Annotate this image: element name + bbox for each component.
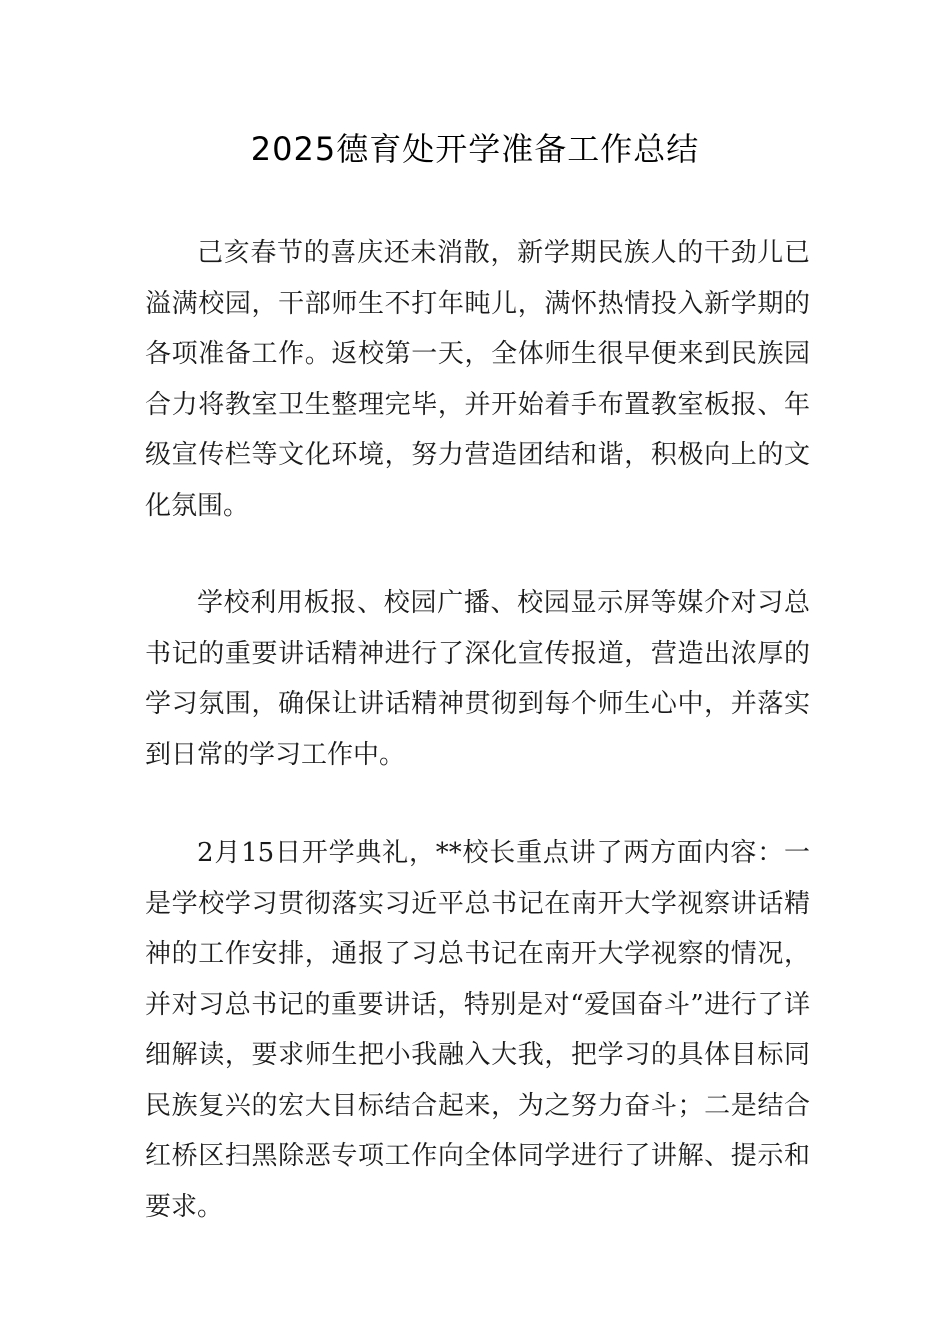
document-title: 2025德育处开学准备工作总结 xyxy=(250,130,700,168)
paragraph-2: 学校利用板报、校园广播、校园显示屏等媒介对习总书记的重要讲话精神进行了深化宣传报道，营造出浓厚的学习氛围，确保让讲话精神贯彻到每个师生心中，并落实到日常的学习工作中。 xyxy=(145,588,810,770)
paragraph-3: 2月15日开学典礼，**校长重点讲了两方面内容：一是学校学习贯彻落实习近平总书记在南开大学视察讲话精神的工作安排，通报了习总书记在南开大学视察的情况，并对习总书记的重要讲话，特别是对“爱国奋斗”进行了详细解读，要求师生把小我融入大我，把学习的具体目标同民族复兴的宏大目标结合起来，为之努力奋斗；二是结合红桥区扫黑除恶专项工作向全体同学进行了讲解、提示和要求。 xyxy=(145,838,810,1222)
paragraph-1: 己亥春节的喜庆还未消散，新学期民族人的干劲儿已溢满校园，干部师生不打年盹儿，满怀热情投入新学期的各项准备工作。返校第一天，全体师生很早便来到民族园合力将教室卫生整理完毕，并开始着手布置教室板报、年级宣传栏等文化环境，努力营造团结和谐，积极向上的文化氛围。 xyxy=(145,238,810,521)
